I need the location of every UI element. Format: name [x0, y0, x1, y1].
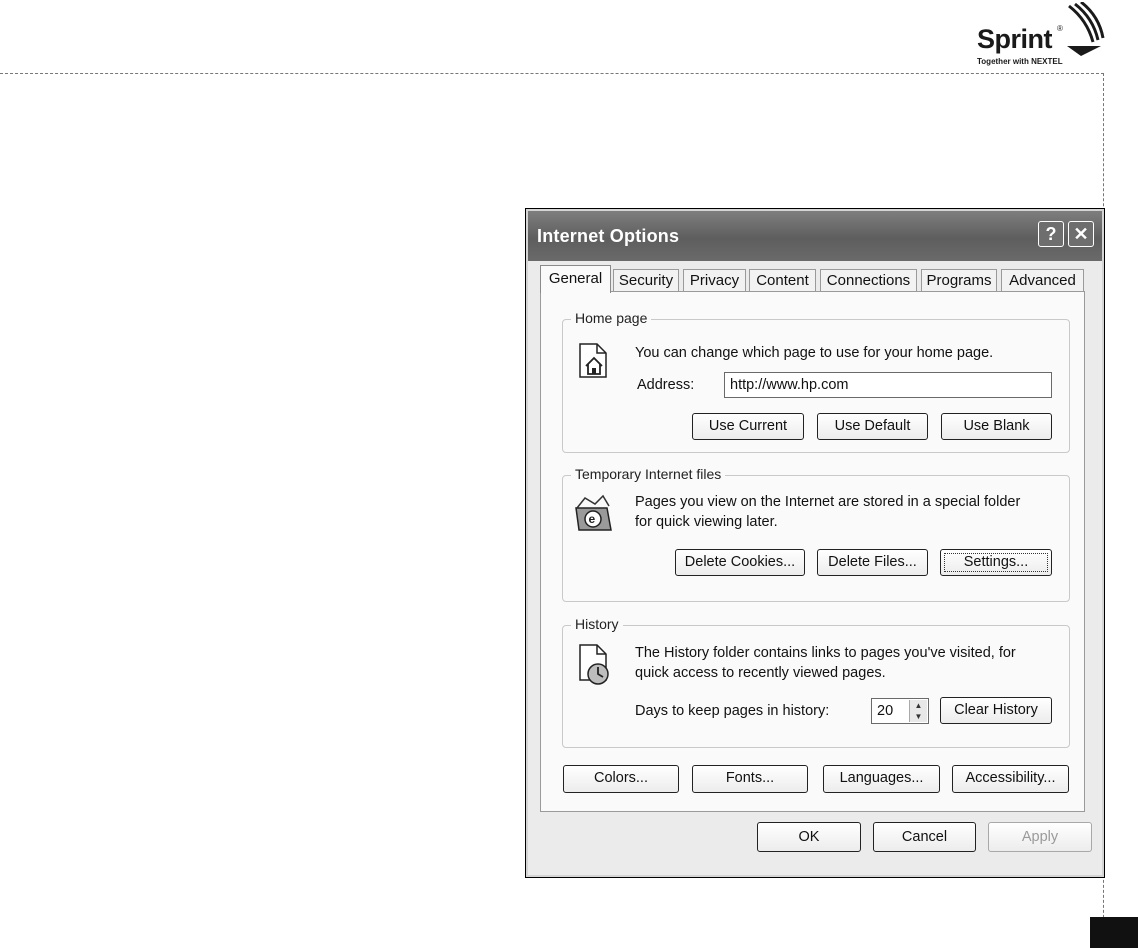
temporary-files-description-1: Pages you view on the Internet are stored in a special folder [635, 494, 1021, 510]
title-bar[interactable] [528, 211, 1102, 261]
delete-cookies-button[interactable]: Delete Cookies... [675, 549, 805, 576]
close-button[interactable]: ✕ [1068, 221, 1094, 247]
sprint-wing-icon [1065, 2, 1113, 60]
apply-button[interactable]: Apply [988, 822, 1092, 852]
home-page-icon [577, 340, 609, 380]
use-current-button[interactable]: Use Current [692, 413, 804, 440]
history-clock-icon [577, 642, 613, 686]
svg-text:e: e [588, 512, 596, 526]
tab-programs[interactable]: Programs [921, 269, 997, 291]
ok-button[interactable]: OK [757, 822, 861, 852]
tab-content[interactable]: Content [749, 269, 816, 291]
address-field[interactable]: http://www.hp.com [724, 372, 1052, 398]
stepper-up-icon[interactable]: ▲ [914, 701, 923, 710]
registered-mark: ® [1057, 24, 1063, 33]
days-to-keep-stepper[interactable] [871, 698, 929, 724]
tab-privacy[interactable]: Privacy [683, 269, 746, 291]
tab-advanced[interactable]: Advanced [1001, 269, 1084, 291]
days-to-keep-value: 20 [877, 703, 894, 719]
internet-options-dialog [525, 208, 1105, 878]
history-group [562, 616, 1070, 748]
days-to-keep-label: Days to keep pages in history: [635, 703, 830, 719]
sprint-logo [975, 2, 1115, 68]
page-corner-tab [1090, 917, 1138, 948]
delete-files-button[interactable]: Delete Files... [817, 549, 928, 576]
temporary-files-group-label: Temporary Internet files [571, 466, 725, 482]
settings-button[interactable]: Settings... [940, 549, 1052, 576]
home-page-description: You can change which page to use for your home page. [635, 345, 994, 361]
history-description-2: quick access to recently viewed pages. [635, 665, 886, 681]
tab-connections[interactable]: Connections [820, 269, 917, 291]
stepper-arrows[interactable] [909, 700, 927, 722]
internet-folder-icon [573, 492, 613, 534]
brand-name: Sprint [977, 24, 1052, 54]
colors-button[interactable]: Colors... [563, 765, 679, 793]
history-group-label: History [571, 616, 623, 632]
clear-history-button[interactable]: Clear History [940, 697, 1052, 724]
tab-general[interactable]: General [540, 265, 611, 293]
general-tab-panel [540, 291, 1085, 812]
use-blank-button[interactable]: Use Blank [941, 413, 1052, 440]
home-page-group [562, 310, 1070, 453]
home-page-group-label: Home page [571, 310, 651, 326]
page-dashed-rule [0, 73, 1104, 74]
dialog-client [528, 261, 1102, 875]
stepper-down-icon[interactable]: ▼ [914, 712, 923, 721]
dialog-title: Internet Options [537, 226, 680, 246]
languages-button[interactable]: Languages... [823, 765, 940, 793]
brand-tagline: Together with NEXTEL [977, 57, 1063, 66]
accessibility-button[interactable]: Accessibility... [952, 765, 1069, 793]
cancel-button[interactable]: Cancel [873, 822, 976, 852]
help-button[interactable]: ? [1038, 221, 1064, 247]
tab-security[interactable]: Security [613, 269, 679, 291]
use-default-button[interactable]: Use Default [817, 413, 928, 440]
temporary-files-group [562, 466, 1070, 602]
fonts-button[interactable]: Fonts... [692, 765, 808, 793]
address-label: Address: [637, 377, 695, 393]
temporary-files-description-2: for quick viewing later. [635, 514, 778, 530]
history-description-1: The History folder contains links to pages you've visited, for [635, 645, 1016, 661]
